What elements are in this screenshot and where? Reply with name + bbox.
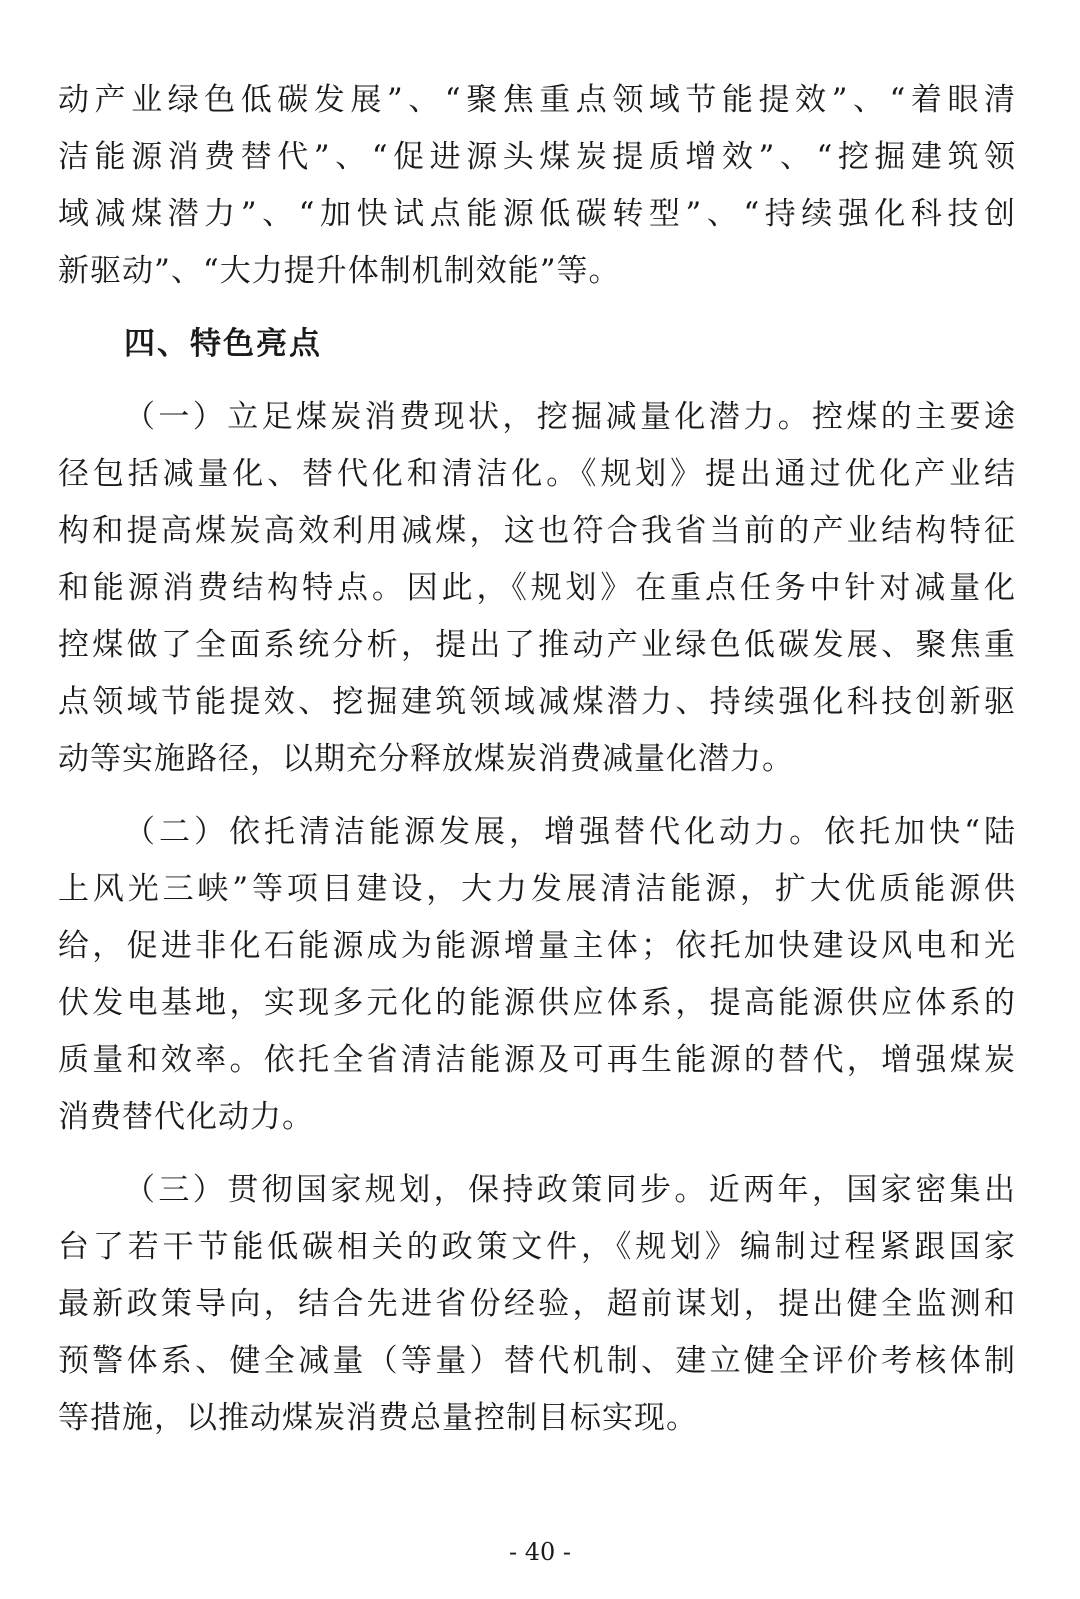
text-line: 动等实施路径，以期充分释放煤炭消费减量化潜力。 [58, 741, 794, 777]
text-line: 预警体系、健全减量（等量）替代机制、建立健全评价考核体制 [58, 1343, 1016, 1379]
text-line: 伏发电基地，实现多元化的能源供应体系，提高能源供应体系的 [58, 985, 1016, 1021]
text-line: （一）立足煤炭消费现状，挖掘减量化潜力。控煤的主要途 [124, 399, 1016, 435]
paragraph-2 [58, 804, 1016, 1146]
section-heading: 四、特色亮点 [124, 326, 322, 362]
text-line: 和能源消费结构特点。因此，《规划》在重点任务中针对减量化 [58, 570, 1016, 606]
text-line: 域减煤潜力”、“加快试点能源低碳转型”、“持续强化科技创 [58, 196, 1016, 232]
text-line: 点领域节能提效、挖掘建筑领域减煤潜力、持续强化科技创新驱 [58, 684, 1016, 720]
text-line: 质量和效率。依托全省清洁能源及可再生能源的替代，增强煤炭 [58, 1042, 1016, 1078]
document-page [58, 72, 1016, 1447]
page-number: - 40 - [508, 1538, 571, 1566]
text-line: 洁能源消费替代”、“促进源头煤炭提质增效”、“挖掘建筑领 [58, 139, 1016, 175]
paragraph-3 [58, 1162, 1016, 1447]
intro-paragraph [58, 72, 1016, 300]
text-line: 新驱动”、“大力提升体制机制效能”等。 [58, 253, 621, 289]
text-line: 上风光三峡”等项目建设，大力发展清洁能源，扩大优质能源供 [58, 871, 1016, 907]
text-line: 动产业绿色低碳发展”、“聚焦重点领域节能提效”、“着眼清 [58, 82, 1016, 118]
text-line: 等措施，以推动煤炭消费总量控制目标实现。 [58, 1400, 698, 1436]
text-line: 径包括减量化、替代化和清洁化。《规划》提出通过优化产业结 [58, 456, 1016, 492]
text-line: 控煤做了全面系统分析，提出了推动产业绿色低碳发展、聚焦重 [58, 627, 1016, 663]
text-line: 给，促进非化石能源成为能源增量主体；依托加快建设风电和光 [58, 928, 1016, 964]
text-line: （二）依托清洁能源发展，增强替代化动力。依托加快“陆 [124, 814, 1016, 850]
text-line: 台了若干节能低碳相关的政策文件，《规划》编制过程紧跟国家 [58, 1229, 1016, 1265]
text-line: 消费替代化动力。 [58, 1099, 314, 1135]
text-line: 构和提高煤炭高效利用减煤，这也符合我省当前的产业结构特征 [58, 513, 1016, 549]
text-line: （三）贯彻国家规划，保持政策同步。近两年，国家密集出 [124, 1172, 1016, 1208]
paragraph-1 [58, 389, 1016, 788]
text-line: 最新政策导向，结合先进省份经验，超前谋划，提出健全监测和 [58, 1286, 1016, 1322]
